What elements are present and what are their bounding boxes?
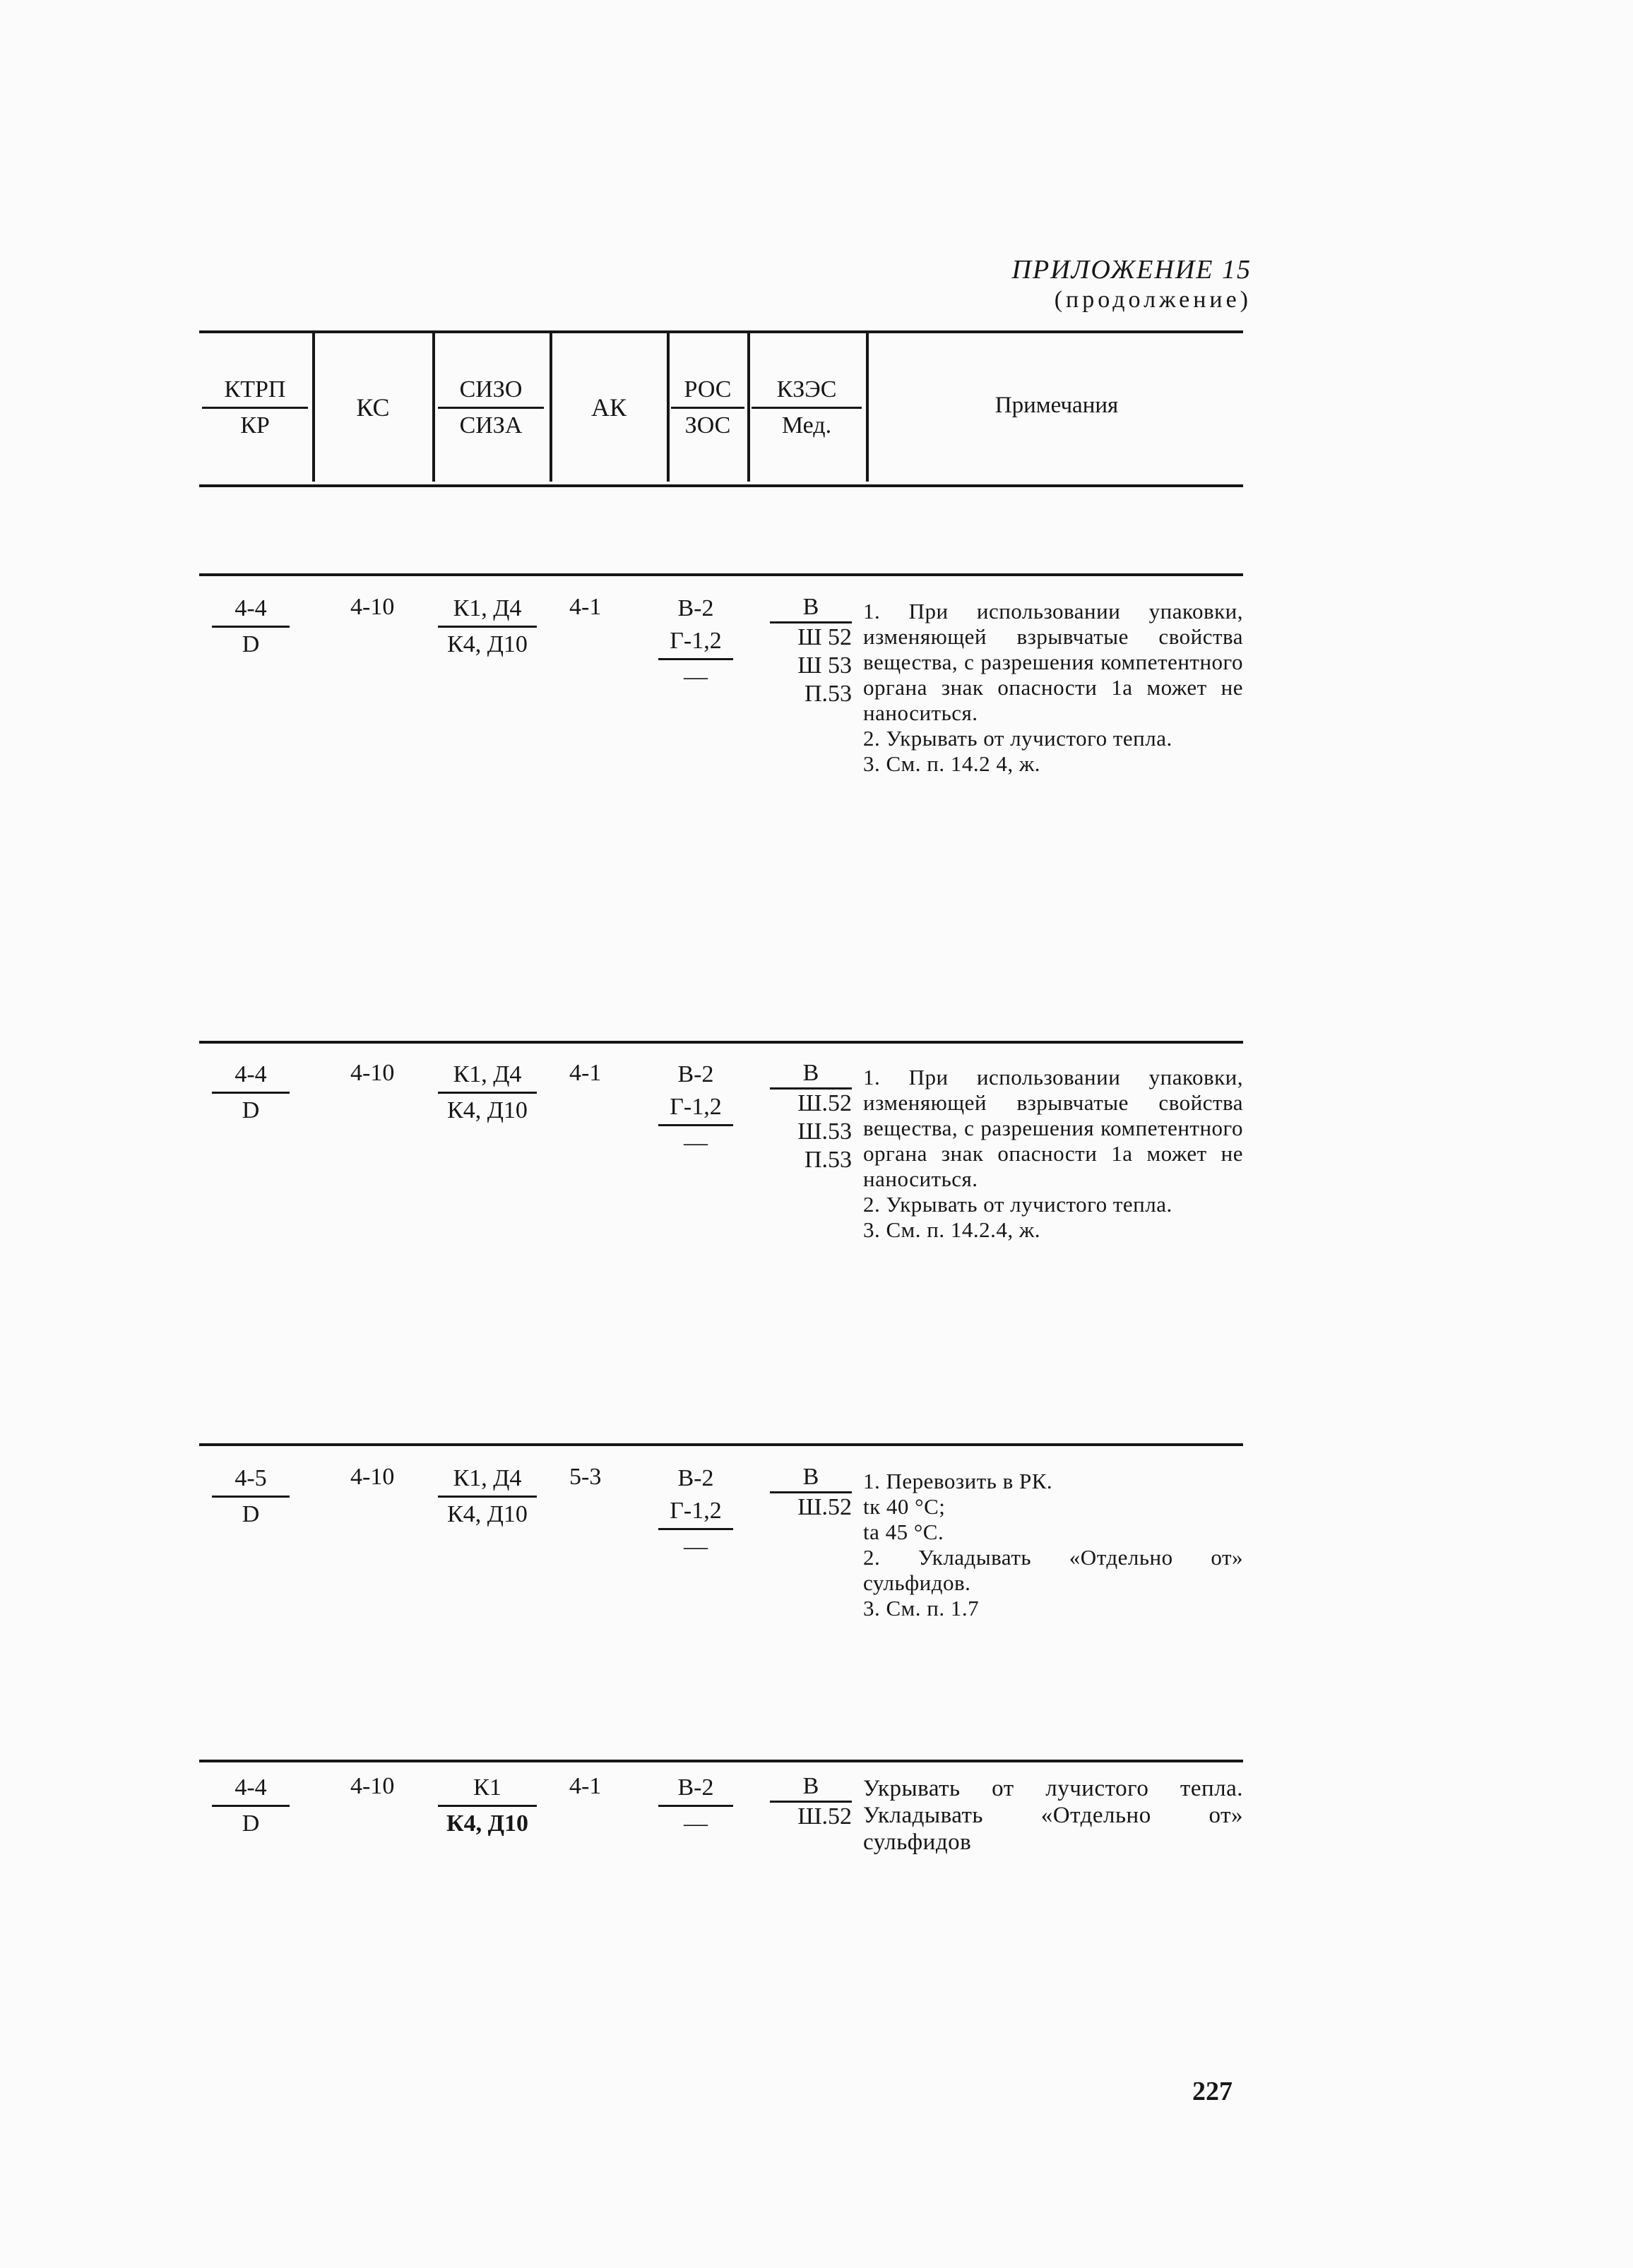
row-note: tк 40 °С;	[863, 1494, 946, 1519]
page-number: 227	[1192, 2077, 1233, 2106]
row-zos2: —	[684, 1130, 708, 1156]
row-sizo: К1, Д4	[438, 593, 537, 628]
header-divider	[432, 333, 435, 482]
row-zos: —	[684, 1810, 708, 1837]
row-siza: К4, Д10	[447, 631, 528, 657]
row-siza: К4, Д10	[446, 1810, 529, 1837]
row-kzes-med	[770, 1463, 852, 1522]
row-notes	[863, 1065, 1243, 1243]
row-ros: В-2	[677, 1465, 714, 1491]
row-sizo-siza	[438, 1772, 537, 1839]
row-top-rule	[199, 573, 1243, 576]
row-ks: 4-10	[350, 1464, 395, 1490]
row-ak: 4-1	[569, 594, 602, 620]
row-note: 1. Перевозить в РК.	[863, 1469, 1053, 1493]
col-ktrp-kr	[202, 374, 308, 441]
row-sizo-siza	[438, 1463, 537, 1530]
row-notes	[863, 1775, 1243, 1856]
col-kzes-med	[752, 374, 862, 441]
row-sizo: К1	[438, 1772, 537, 1807]
col-ak-label: АК	[590, 393, 627, 422]
row-kzes-med	[770, 1059, 852, 1174]
row-med-1: Ш 52	[797, 624, 852, 650]
col-siza-label: СИЗА	[459, 412, 523, 438]
row-kzes: В	[770, 1059, 852, 1090]
row-notes	[863, 599, 1243, 777]
row-ros-zos	[658, 1463, 733, 1563]
row-top-rule	[199, 1443, 1243, 1446]
col-notes-label: Примечания	[994, 393, 1119, 418]
row-note: 3. См. п. 14.2.4, ж.	[863, 1217, 1041, 1242]
row-med-1: Ш.52	[797, 1803, 852, 1830]
col-sizo-siza	[438, 374, 544, 441]
row-note: 1. При использовании упаковки, изменяющей взрывчатые свойства вещества, с разрешения компетентного органа знак опасности 1а может не наноситься.	[863, 1065, 1243, 1191]
row-ktrp: 4-4	[212, 593, 290, 628]
row-ak: 5-3	[569, 1464, 602, 1490]
row-kzes: В	[770, 1463, 852, 1493]
row-kr: D	[242, 1097, 260, 1123]
row-ks: 4-10	[350, 1773, 395, 1799]
row-siza: К4, Д10	[447, 1501, 528, 1527]
col-zos-label: ЗОС	[684, 412, 731, 438]
row-zos2: —	[684, 1534, 708, 1560]
header-divider	[667, 333, 670, 482]
row-med-2: Ш 53	[797, 652, 852, 679]
row-ros: В-2	[677, 1061, 714, 1087]
col-ros-label: РОС	[671, 374, 744, 409]
row-zos: Г-1,2	[658, 626, 733, 660]
row-sizo: К1, Д4	[438, 1059, 537, 1094]
row-ktrp-kr	[212, 1772, 290, 1839]
row-med-3: П.53	[804, 681, 852, 707]
row-med-1: Ш.52	[797, 1494, 852, 1520]
row-kzes: В	[770, 593, 852, 623]
row-ktrp: 4-4	[212, 1772, 290, 1807]
col-sizo-label: СИЗО	[438, 374, 544, 409]
row-kr: D	[242, 631, 260, 657]
col-kr-label: КР	[240, 412, 270, 438]
col-ks-label: КС	[356, 393, 390, 422]
row-sizo-siza	[438, 593, 537, 660]
appendix-title: ПРИЛОЖЕНИЕ 15	[1011, 255, 1252, 285]
row-ak: 4-1	[569, 1060, 602, 1086]
row-siza: К4, Д10	[447, 1097, 528, 1123]
header-divider	[866, 333, 869, 482]
row-top-rule	[199, 1760, 1243, 1762]
row-ktrp: 4-4	[212, 1059, 290, 1094]
row-zos2: —	[684, 664, 708, 690]
row-note: Укрывать от лучистого тепла. Укладывать «Отдельно от» сульфидов	[863, 1776, 1243, 1855]
row-kzes-med	[770, 1772, 852, 1831]
row-ktrp-kr	[212, 1463, 290, 1530]
row-zos: Г-1,2	[658, 1092, 733, 1126]
row-ktrp: 4-5	[212, 1463, 290, 1498]
row-ks: 4-10	[350, 594, 395, 620]
row-kzes-med	[770, 593, 852, 708]
row-top-rule	[199, 1041, 1243, 1044]
row-ak: 4-1	[569, 1773, 602, 1799]
row-zos: Г-1,2	[658, 1496, 733, 1530]
row-sizo: К1, Д4	[438, 1463, 537, 1498]
row-note: 1. При использовании упаковки, изменяющей взрывчатые свойства вещества, с разрешения компетентного органа знак опасности 1а может не наноситься.	[863, 599, 1243, 725]
row-ros: В-2	[658, 1772, 733, 1807]
col-ros-zos	[671, 374, 744, 441]
row-ks: 4-10	[350, 1060, 395, 1086]
row-note: 2. Укрывать от лучистого тепла.	[863, 1192, 1172, 1217]
row-sizo-siza	[438, 1059, 537, 1126]
col-med-label: Мед.	[781, 412, 832, 438]
row-ros-zos	[658, 1059, 733, 1159]
col-ktrp-label: КТРП	[202, 374, 308, 409]
header-divider	[747, 333, 750, 482]
appendix-subtitle: (продолжение)	[1054, 287, 1252, 313]
header-top-rule	[199, 330, 1243, 333]
row-note: 3. См. п. 1.7	[863, 1596, 980, 1621]
row-note: 3. См. п. 14.2 4, ж.	[863, 751, 1041, 776]
row-kzes: В	[770, 1772, 852, 1803]
col-kzes-label: КЗЭС	[752, 374, 862, 409]
row-ktrp-kr	[212, 593, 290, 660]
row-med-2: Ш.53	[797, 1118, 852, 1145]
row-ros-zos	[658, 593, 733, 693]
row-notes	[863, 1469, 1243, 1621]
row-kr: D	[242, 1501, 260, 1527]
row-ros-zos	[658, 1772, 733, 1839]
row-note: tа 45 °С.	[863, 1520, 944, 1544]
row-med-1: Ш.52	[797, 1090, 852, 1116]
row-note: 2. Укрывать от лучистого тепла.	[863, 726, 1172, 751]
row-note: 2. Укладывать «Отдельно от» сульфидов.	[863, 1545, 1243, 1595]
appendix-heading	[1012, 254, 1252, 314]
row-ros: В-2	[677, 595, 714, 621]
row-med-3: П.53	[804, 1147, 852, 1173]
row-ktrp-kr	[212, 1059, 290, 1126]
header-bottom-rule	[199, 484, 1243, 487]
row-kr: D	[242, 1810, 260, 1837]
